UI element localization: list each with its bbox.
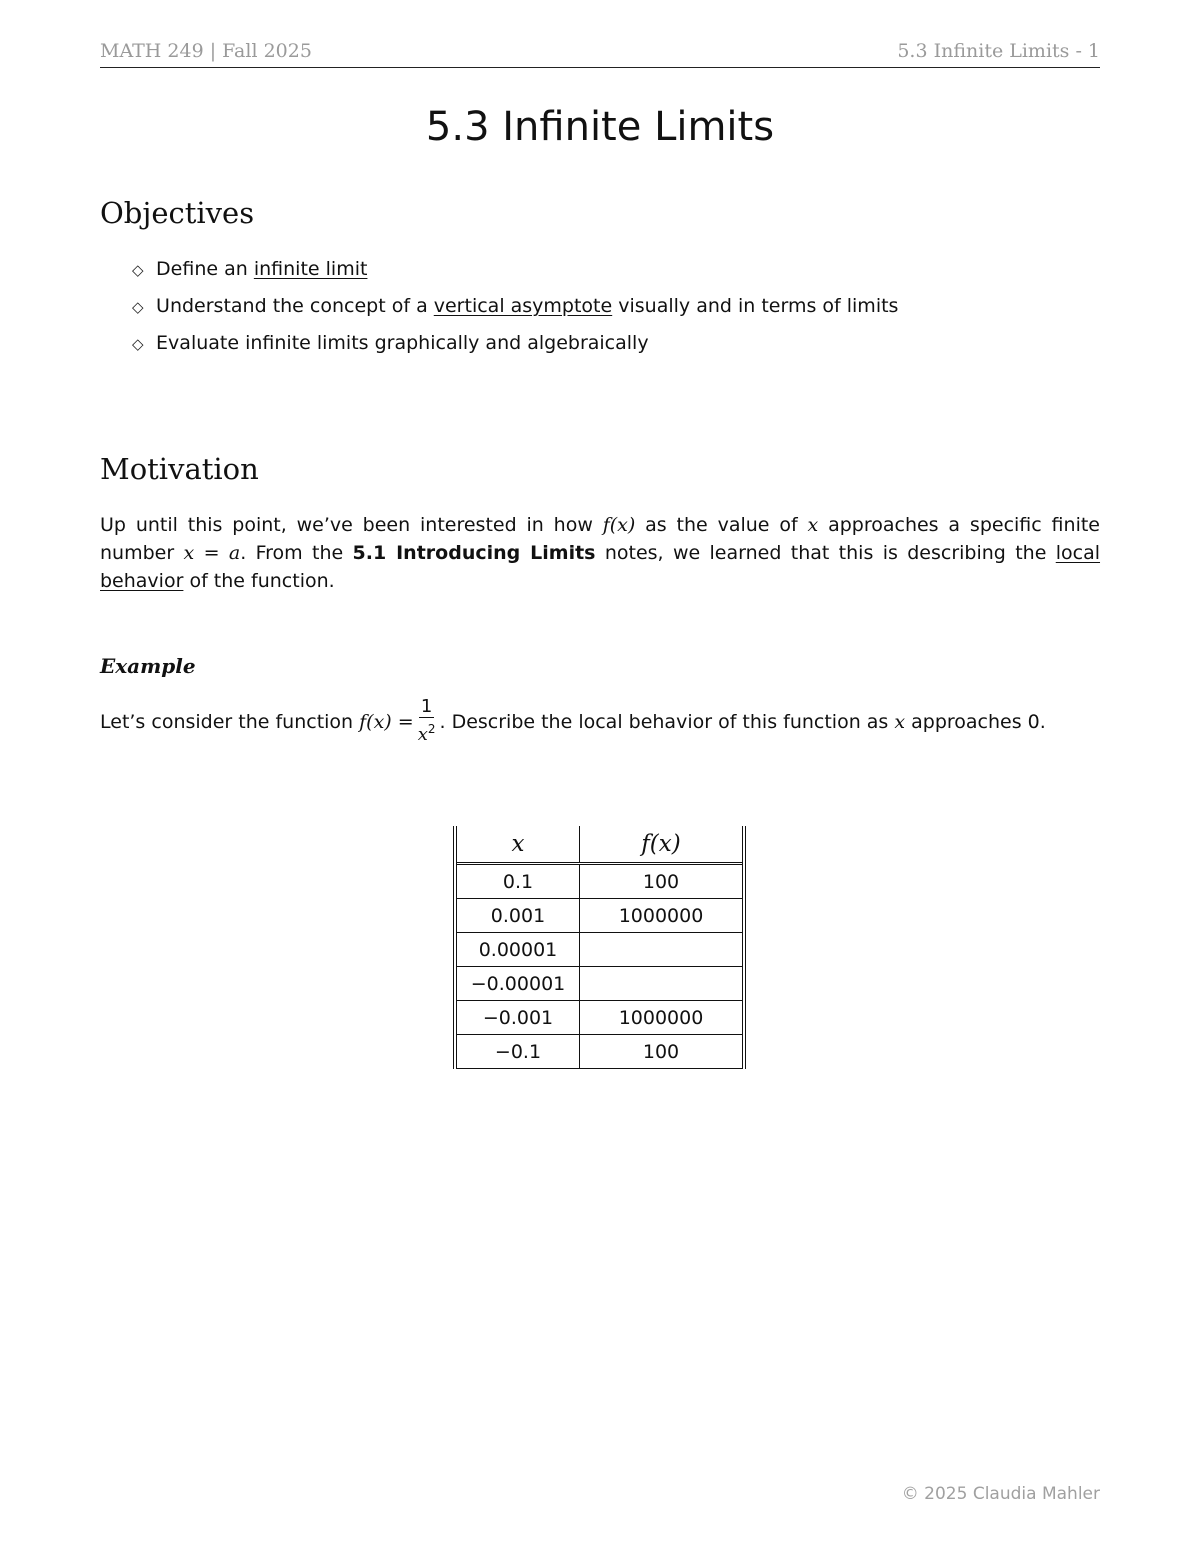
table-row: −0.00001 — [455, 967, 744, 1001]
diamond-bullet-icon: ◇ — [132, 335, 144, 353]
copyright-footer: © 2025 Claudia Mahler — [901, 1484, 1100, 1504]
objective-item: ◇ Define an infinite limit — [132, 254, 898, 291]
column-header-fx: f(x) — [580, 826, 745, 864]
term-infinite-limit: infinite limit — [253, 258, 368, 280]
motivation-heading: Motivation — [100, 452, 259, 486]
motivation-paragraph: Up until this point, we’ve been interested in how f(x) as the value of x approaches a specific finite number x = a. From the 5.1 Introducing Limits notes, we learned that this is describing the local behavior of the function. — [100, 514, 1101, 592]
objectives-heading: Objectives — [100, 196, 255, 230]
objective-item: ◇ Understand the concept of a vertical asymptote visually and in terms of limits — [132, 291, 898, 328]
page-header — [100, 38, 1100, 68]
example-heading: Example — [100, 654, 196, 678]
objective-item: ◇ Evaluate infinite limits graphically and algebraically — [132, 328, 898, 365]
column-header-x: x — [455, 826, 580, 864]
table-row: 0.00001 — [455, 933, 744, 967]
fraction: $\frac{1}{x^2}$ — [417, 696, 436, 745]
table-row: 0.001 1000000 — [455, 899, 744, 933]
diamond-bullet-icon: ◇ — [132, 261, 144, 279]
term-vertical-asymptote: vertical asymptote — [433, 295, 613, 317]
example-text: Let’s consider the function f(x) = $\frac{1}{x^2}$ . Describe the local behavior of this function as x approaches 0. — [100, 696, 1046, 745]
objectives-list — [132, 254, 898, 365]
term-local-behavior: local behavior — [100, 542, 1101, 592]
table-row: −0.1 100 — [455, 1035, 744, 1069]
table-row: 0.1 100 — [455, 864, 744, 899]
values-table — [453, 826, 746, 1069]
table-header-row — [455, 826, 744, 864]
page-label: 5.3 Infinite Limits - 1 — [897, 40, 1100, 62]
diamond-bullet-icon: ◇ — [132, 298, 144, 316]
page-title: 5.3 Infinite Limits — [425, 104, 775, 150]
course-label: MATH 249 | Fall 2025 — [100, 40, 312, 62]
table-row: −0.001 1000000 — [455, 1001, 744, 1035]
